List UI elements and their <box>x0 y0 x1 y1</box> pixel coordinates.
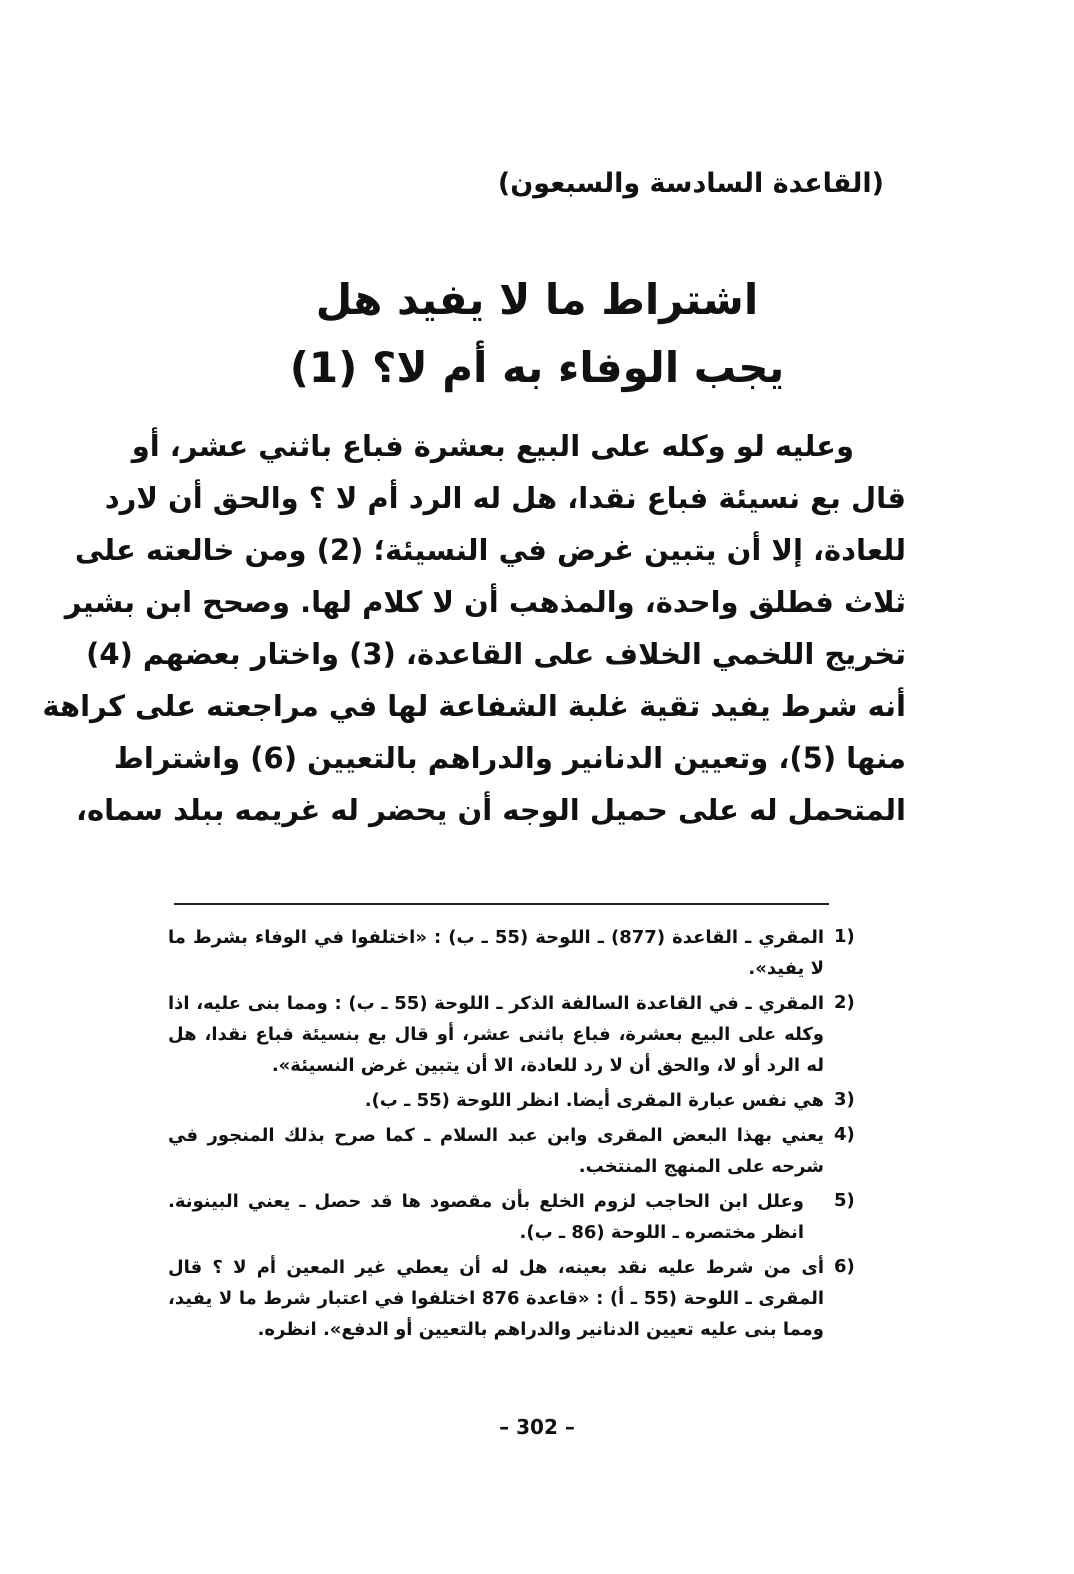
footnote-number: 5) <box>834 1190 855 1211</box>
body-line: للعادة، إلا أن يتبين غرض في النسيئة؛ (2) ومن خالعته على <box>74 533 906 567</box>
footnote <box>168 1186 855 1248</box>
page-number: – 302 – <box>499 1415 575 1439</box>
rule-heading: (القاعدة السادسة والسبعون) <box>497 168 884 199</box>
body-line: أنه شرط يفيد تقية غلبة الشفاعة لها في مراجعته على كراهة <box>42 689 906 723</box>
body-line: تخريج اللخمي الخلاف على القاعدة، (3) واختار بعضهم (4) <box>86 637 906 671</box>
footnote-number: 6) <box>834 1256 855 1277</box>
footnote <box>168 1252 855 1345</box>
footnotes <box>168 922 855 1349</box>
body-line: منها (5)، وتعيين الدنانير والدراهم بالتعيين (6) واشتراط <box>113 741 906 775</box>
body-line: قال بع نسيئة فباع نقدا، هل له الرد أم لا ؟ والحق أن لارد <box>104 481 906 515</box>
body-paragraph <box>42 420 906 836</box>
title-line-2: يجب الوفاء به أم لا؟ (1) <box>289 343 785 392</box>
footnote-number: 3) <box>834 1089 855 1110</box>
body-line: وعليه لو وكله على البيع بعشرة فباع باثني عشر، أو <box>131 429 854 463</box>
footnote-number: 1) <box>834 926 855 947</box>
footnote <box>168 988 855 1081</box>
footnote-number: 4) <box>834 1124 855 1145</box>
footnote-number: 2) <box>834 992 855 1013</box>
title-line-1: اشتراط ما لا يفيد هل <box>315 275 759 324</box>
footnote-text: أى من شرط عليه نقد بعينه، هل له أن يعطي غير المعين أم لا ؟ قال المقرى ـ اللوحة (55 ـ أ) : «قاعدة 876 اختلفوا في اعتبار شرط ما لا يفيد، ومما بنى عليه تعيين الدنانير والدراهم بالتعيين أو الدفع». انظره. <box>168 1257 825 1340</box>
footnote-text: المقري ـ القاعدة (877) ـ اللوحة (55 ـ ب) : «اختلفوا في الوفاء بشرط ما لا يفيد». <box>168 927 824 979</box>
footnote <box>168 1085 855 1116</box>
footnote-divider <box>174 903 829 905</box>
footnote-text: المقري ـ في القاعدة السالفة الذكر ـ اللوحة (55 ـ ب) : ومما بنى عليه، اذا وكله على البيع بعشرة، فباع باثنى عشر، أو قال بع بنسيئة فباع نقدا، هل له الرد أو لا، والحق أن لا رد للعادة، الا أن يتبين غرض النسيئة». <box>168 993 824 1076</box>
footnote <box>168 1120 855 1182</box>
footnote-text: يعني بهذا البعض المقرى وابن عبد السلام ـ كما صرح بذلك المنجور في شرحه على المنهج المنتخب. <box>168 1125 824 1177</box>
footnote <box>168 922 855 984</box>
body-line: المتحمل له على حميل الوجه أن يحضر له غريمه ببلد سماه، <box>76 793 906 827</box>
footnote-text: وعلل ابن الحاجب لزوم الخلع بأن مقصود ها قد حصل ـ يعني البينونة. انظر مختصره ـ اللوحة (86 ـ ب). <box>168 1191 804 1243</box>
body-line: ثلاث فطلق واحدة، والمذهب أن لا كلام لها. وصحح ابن بشير <box>64 585 906 619</box>
footnote-text: هي نفس عبارة المقرى أيضا. انظر اللوحة (55 ـ ب). <box>364 1090 824 1111</box>
